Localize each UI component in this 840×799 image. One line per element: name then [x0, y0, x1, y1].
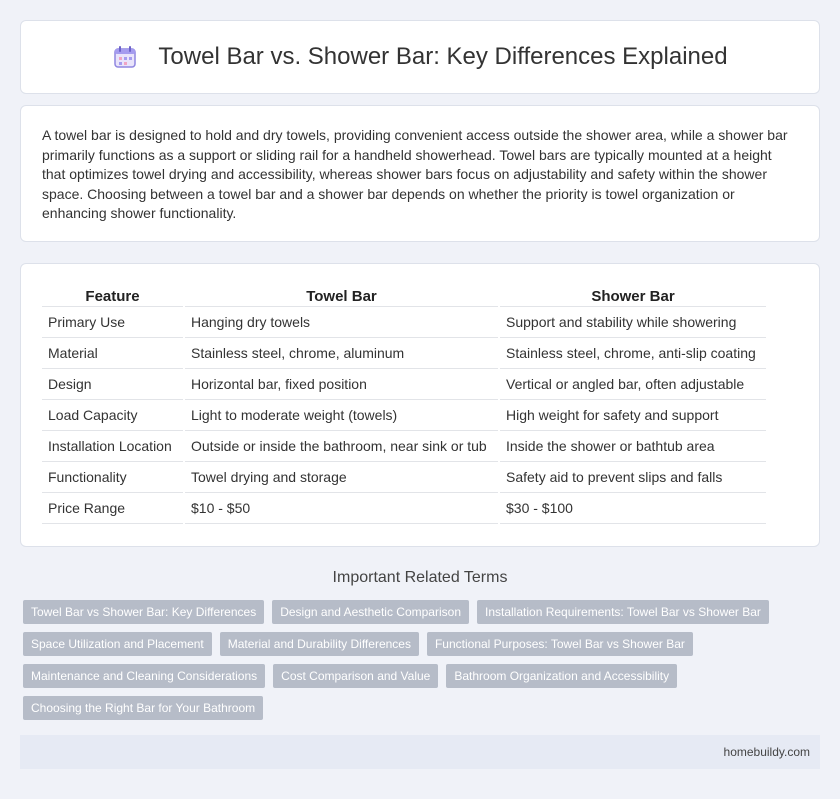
related-term-tag[interactable]: Functional Purposes: Towel Bar vs Shower Bar [427, 632, 693, 656]
table-cell: Support and stability while showering [500, 307, 766, 338]
related-term-tag[interactable]: Cost Comparison and Value [273, 664, 438, 688]
related-term-tag[interactable]: Design and Aesthetic Comparison [272, 600, 469, 624]
comparison-table-card [20, 263, 820, 547]
table-row [42, 400, 766, 431]
table-cell: Primary Use [42, 307, 183, 338]
table-cell: Installation Location [42, 431, 183, 462]
table-cell: Stainless steel, chrome, anti-slip coating [500, 338, 766, 369]
table-cell: Hanging dry towels [185, 307, 498, 338]
table-cell: Functionality [42, 462, 183, 493]
table-row [42, 493, 766, 524]
table-cell: Vertical or angled bar, often adjustable [500, 369, 766, 400]
comparison-table [40, 286, 768, 524]
related-terms-title: Important Related Terms [332, 569, 508, 586]
header-card [20, 20, 820, 94]
table-cell: Material [42, 338, 183, 369]
table-cell: Light to moderate weight (towels) [185, 400, 498, 431]
related-term-tag[interactable]: Space Utilization and Placement [23, 632, 212, 656]
related-term-tag[interactable]: Bathroom Organization and Accessibility [446, 664, 677, 688]
footer-site-name: homebuildy.com [723, 745, 810, 759]
table-cell: Price Range [42, 493, 183, 524]
footer [20, 735, 820, 769]
related-term-tag[interactable]: Maintenance and Cleaning Considerations [23, 664, 265, 688]
table-row [42, 369, 766, 400]
intro-text: A towel bar is designed to hold and dry towels, providing convenient access outside the shower area, while a shower bar primarily functions as a support or sliding rail for a handheld showerhead. Towel bars are typically mounted at a height that optimizes towel drying and accessibility, whereas shower bars focus on adjustability and safety within the shower space. Choosing between a towel bar and a shower bar depends on whether the priority is towel organization or enhancing shower functionality. [42, 127, 788, 221]
column-header-towel-bar: Towel Bar [185, 286, 498, 307]
column-header-feature: Feature [42, 286, 183, 307]
table-cell: Horizontal bar, fixed position [185, 369, 498, 400]
related-term-tag[interactable]: Material and Durability Differences [220, 632, 419, 656]
table-cell: Safety aid to prevent slips and falls [500, 462, 766, 493]
table-row [42, 431, 766, 462]
table-cell: Design [42, 369, 183, 400]
table-header-row [42, 286, 766, 307]
table-cell: Inside the shower or bathtub area [500, 431, 766, 462]
related-terms-list [23, 600, 823, 728]
table-row [42, 338, 766, 369]
table-cell: Load Capacity [42, 400, 183, 431]
table-cell: $30 - $100 [500, 493, 766, 524]
table-row [42, 307, 766, 338]
related-term-tag[interactable]: Choosing the Right Bar for Your Bathroom [23, 696, 263, 720]
related-term-tag[interactable]: Towel Bar vs Shower Bar: Key Differences [23, 600, 264, 624]
table-cell: Outside or inside the bathroom, near sink or tub [185, 431, 498, 462]
table-cell: Towel drying and storage [185, 462, 498, 493]
table-row [42, 462, 766, 493]
related-term-tag[interactable]: Installation Requirements: Towel Bar vs Shower Bar [477, 600, 769, 624]
table-cell: High weight for safety and support [500, 400, 766, 431]
table-cell: Stainless steel, chrome, aluminum [185, 338, 498, 369]
calendar-icon [112, 44, 138, 70]
table-cell: $10 - $50 [185, 493, 498, 524]
column-header-shower-bar: Shower Bar [500, 286, 766, 307]
intro-card [20, 105, 820, 242]
page-title: Towel Bar vs. Shower Bar: Key Differences Explained [158, 43, 728, 70]
